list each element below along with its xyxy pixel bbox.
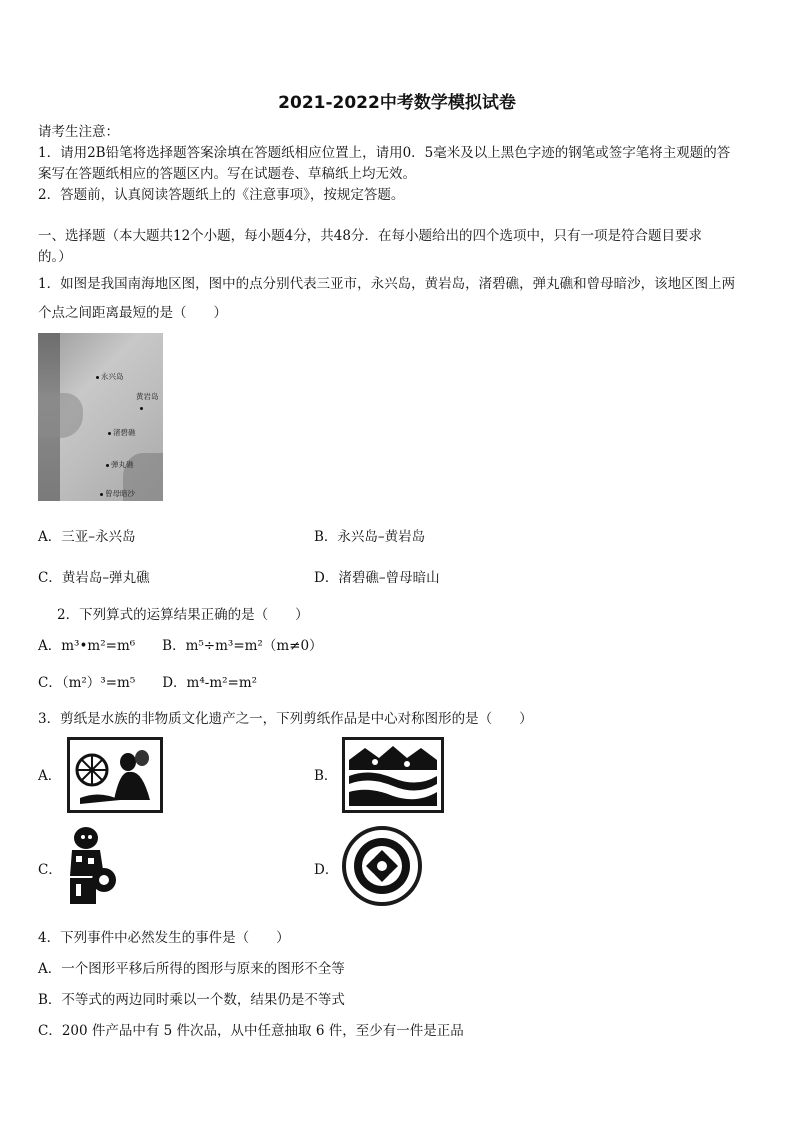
notice-line-1: 1．请用2B铅笔将选择题答案涂填在答题纸相应位置上，请用0．5毫米及以上黑色字迹的钢笔或签字笔将主观题的答: [38, 145, 731, 161]
section-heading-line-1: 一、选择题（本大题共12个小题，每小题4分，共48分．在每小题给出的四个选项中，只有一项是符合题目要求: [38, 228, 702, 244]
papercut-image-d: [342, 826, 422, 906]
papercut-a-art: [70, 740, 160, 810]
q1-stem-line-1: 1．如图是我国南海地区图，图中的点分别代表三亚市，永兴岛，黄岩岛，渚碧礁，弹丸礁和曾母暗沙，该地区图上两: [38, 276, 736, 292]
map-label-zengmu: 曾母暗沙: [100, 488, 135, 499]
map-label-yongxing: 永兴岛: [96, 371, 124, 382]
papercut-image-a: [67, 737, 163, 813]
south-china-sea-map: [38, 333, 163, 501]
notice-heading: 请考生注意：: [38, 124, 119, 140]
map-island-shade: [38, 393, 83, 438]
q1-option-c: C．黄岩岛–弹丸礁: [38, 570, 150, 586]
q2-options-cd: C．（m²）³=m⁵ D．m⁴-m²=m²: [38, 675, 258, 691]
notice-line-2: 案写在答题纸相应的答题区内。写在试题卷、草稿纸上均无效。: [38, 166, 416, 182]
map-dot-huangyan: [140, 403, 145, 412]
q3-option-b-label: B．: [314, 768, 338, 784]
map-label-huangyan: 黄岩岛: [136, 392, 159, 401]
q1-option-b: B．永兴岛–黄岩岛: [314, 529, 426, 545]
q1-option-a: A．三亚–永兴岛: [38, 529, 136, 545]
q3-stem: 3．剪纸是水族的非物质文化遗产之一，下列剪纸作品是中心对称图形的是（ ）: [38, 711, 533, 727]
papercut-image-c: [66, 826, 118, 906]
map-label-danwan: 弹丸礁: [106, 459, 134, 470]
q4-stem: 4．下列事件中必然发生的事件是（ ）: [38, 930, 290, 946]
q3-option-d-label: D．: [314, 862, 339, 878]
q3-option-a-label: A．: [38, 768, 62, 784]
section-heading-line-2: 的。）: [38, 249, 72, 265]
page-title: 2021-2022中考数学模拟试卷: [278, 93, 516, 113]
papercut-image-b: [342, 737, 444, 813]
q3-option-c-label: C．: [38, 862, 62, 878]
q4-option-b: B．不等式的两边同时乘以一个数，结果仍是不等式: [38, 992, 345, 1008]
q1-stem-line-2: 个点之间距离最短的是（ ）: [38, 305, 227, 321]
notice-line-3: 2．答题前，认真阅读答题纸上的《注意事项》，按规定答题。: [38, 187, 405, 203]
q2-stem: 2．下列算式的运算结果正确的是（ ）: [57, 607, 309, 623]
q2-options-ab: A．m³•m²=m⁶ B．m⁵÷m³=m²（m≠0）: [38, 638, 323, 654]
papercut-d-art: [346, 830, 418, 902]
papercut-c-art: [66, 826, 118, 906]
map-label-zhubi: 渚碧礁: [108, 427, 136, 438]
papercut-b-art: [345, 740, 441, 810]
q4-option-a: A．一个图形平移后所得的图形与原来的图形不全等: [38, 961, 345, 977]
q1-option-d: D．渚碧礁–曾母暗山: [314, 570, 440, 586]
q4-option-c: C．200 件产品中有 5 件次品，从中任意抽取 6 件，至少有一件是正品: [38, 1023, 464, 1039]
